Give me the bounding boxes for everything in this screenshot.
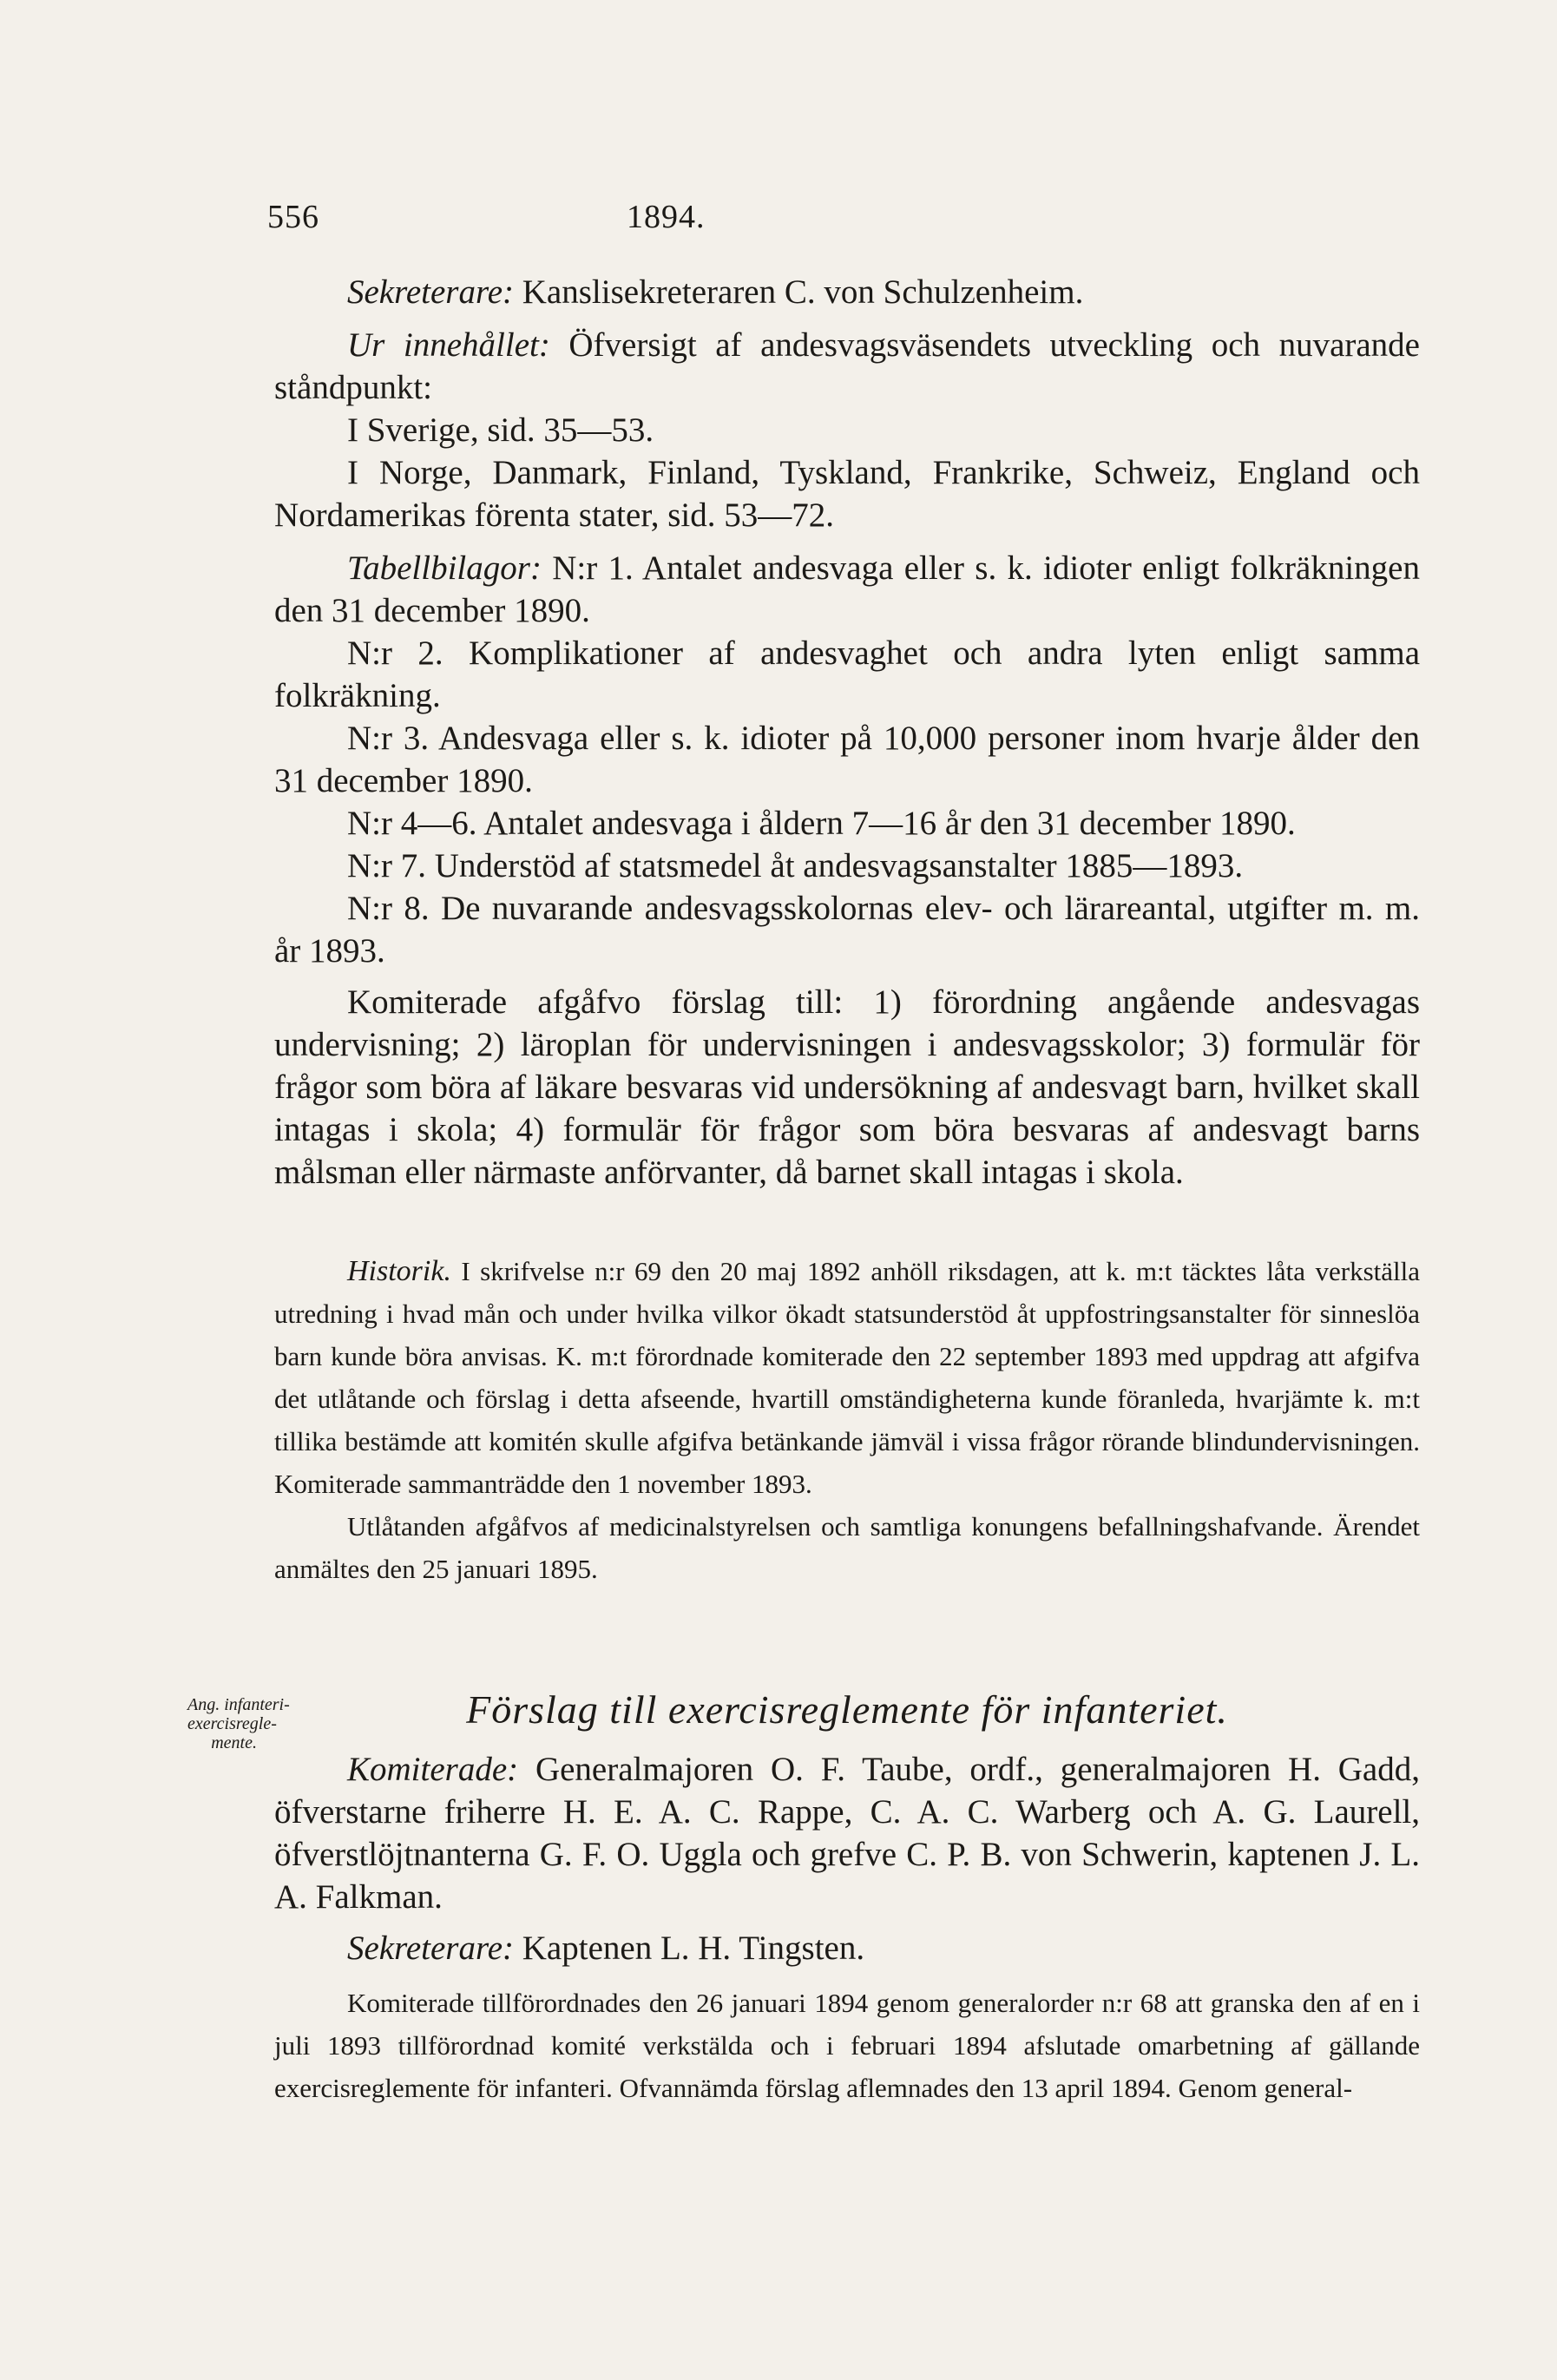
komiterade-forslag-paragraph: Komiterade afgåfvo förslag till: 1) förordning angående andesvagas undervisning; 2) läroplan för undervisningen i andesvagsskolor; 3) formulär för frågor som böra af läkare besvaras vid undersökning af andesvagt barn, hvilket skall intagas i skola; 4) formulär för frågor som böra besvaras af andesvagt barns målsman eller närmaste anförvanter, då barnet skall intagas i skola. xyxy=(274,983,1420,1191)
historik-section xyxy=(274,1250,1420,1590)
sekreterare-line xyxy=(274,271,1420,313)
utlatanden-paragraph: Utlåtanden afgåfvos af medicinalstyrelsen och samtliga konungens befallningshafvande. Ärendet anmältes den 25 januari 1895. xyxy=(274,1511,1420,1584)
sekreterare-tingsten-line xyxy=(274,1927,1420,1969)
tabellbilagor-nr1: N:r 1. Antalet andesvaga eller s. k. idioter enligt folkräkningen den 31 december 1890. xyxy=(274,549,1420,629)
page-number: 556 xyxy=(267,199,319,235)
komiterade-label: Komiterade: xyxy=(347,1751,519,1788)
section2-body xyxy=(274,1748,1420,1969)
sekreterare2-text: Kaptenen L. H. Tingsten. xyxy=(514,1930,865,1967)
tabellbilagor-label: Tabellbilagor: xyxy=(347,549,542,587)
section-heading: Förslag till exercisreglemente för infanteriet. xyxy=(466,1687,1228,1732)
innehallet-label: Ur innehållet: xyxy=(347,326,550,364)
tabell-nr7: N:r 7. Understöd af statsmedel åt andesvagsanstalter 1885—1893. xyxy=(347,847,1244,884)
sekreterare-text: Kanslisekreteraren C. von Schulzenheim. xyxy=(514,273,1084,311)
historik-text: I skrifvelse n:r 69 den 20 maj 1892 anhöll riksdagen, att k. m:t täcktes låta verkställa utredning i hvad mån och under hvilka vilkor ökadt statsunderstöd åt uppfostringsanstalter för sinneslöa barn kunde böra anvisas. K. m:t förordnade komiterade den 22 september 1893 med uppdrag att afgifva det utlåtande och förslag i detta afseende, hvartill omständigheterna kunde föranleda, hvarjämte k. m:t tillika bestämde att komitén skulle afgifva betänkande jämväl i vissa frågor rörande blindundervisningen. Komiterade sammanträdde den 1 november 1893. xyxy=(274,1256,1420,1499)
innehallet-paragraph xyxy=(274,324,1420,409)
tabell-nr8: N:r 8. De nuvarande andesvagsskolornas elev- och lärareantal, utgifter m. m. år 1893. xyxy=(274,890,1420,970)
sekreterare-label: Sekreterare: xyxy=(347,273,515,311)
tabell-nr4-6: N:r 4—6. Antalet andesvaga i åldern 7—16 år den 31 december 1890. xyxy=(347,805,1296,842)
section2-small-text xyxy=(274,1982,1420,2109)
section-exercisreglemente xyxy=(274,1686,1420,2109)
historik-paragraph xyxy=(274,1250,1420,1505)
margin-note xyxy=(187,1695,290,1752)
tabell-nr2: N:r 2. Komplikationer af andesvaghet och andra lyten enligt samma folkräkning. xyxy=(274,634,1420,714)
margin-note-line-3: mente. xyxy=(211,1733,257,1752)
margin-note-line-2: exercisregle- xyxy=(187,1714,277,1733)
header-year: 1894. xyxy=(627,199,706,235)
margin-note-line-1: Ang. infanteri- xyxy=(187,1695,290,1714)
komiterade-members-text: Generalmajoren O. F. Taube, ordf., generalmajoren H. Gadd, öfverstarne friherre H. E. A. C. Rappe, C. A. C. Warberg och A. G. Laurell, öfverstlöjtnanterna G. F. O. Uggla och grefve C. P. B. von Schwerin, kaptenen J. L. A. Falkman. xyxy=(274,1751,1420,1916)
sverige-line: I Sverige, sid. 35—53. xyxy=(347,411,654,449)
tabellbilagor-paragraph xyxy=(274,547,1420,632)
sekreterare2-label: Sekreterare: xyxy=(347,1930,515,1967)
norge-paragraph: I Norge, Danmark, Finland, Tyskland, Frankrike, Schweiz, England och Nordamerikas förenta stater, sid. 53—72. xyxy=(274,454,1420,534)
historik-label: Historik. xyxy=(347,1255,451,1287)
section-andesvaga xyxy=(274,271,1420,1193)
tillforordnades-paragraph: Komiterade tillförordnades den 26 januari 1894 genom generalorder n:r 68 att granska den af en i juli 1893 tillförordnad komité verkstälda och i februari 1894 afslutade omarbetning af gällande exercisreglemente för infanteri. Ofvannämda förslag aflemnades den 13 april 1894. Genom general- xyxy=(274,1988,1420,2103)
innehallet-text: Öfversigt af andesvagsväsendets utveckling och nuvarande ståndpunkt: xyxy=(274,326,1420,406)
komiterade-members-paragraph xyxy=(274,1748,1420,1918)
tabell-nr3: N:r 3. Andesvaga eller s. k. idioter på 10,000 personer inom hvarje ålder den 31 december 1890. xyxy=(274,720,1420,799)
